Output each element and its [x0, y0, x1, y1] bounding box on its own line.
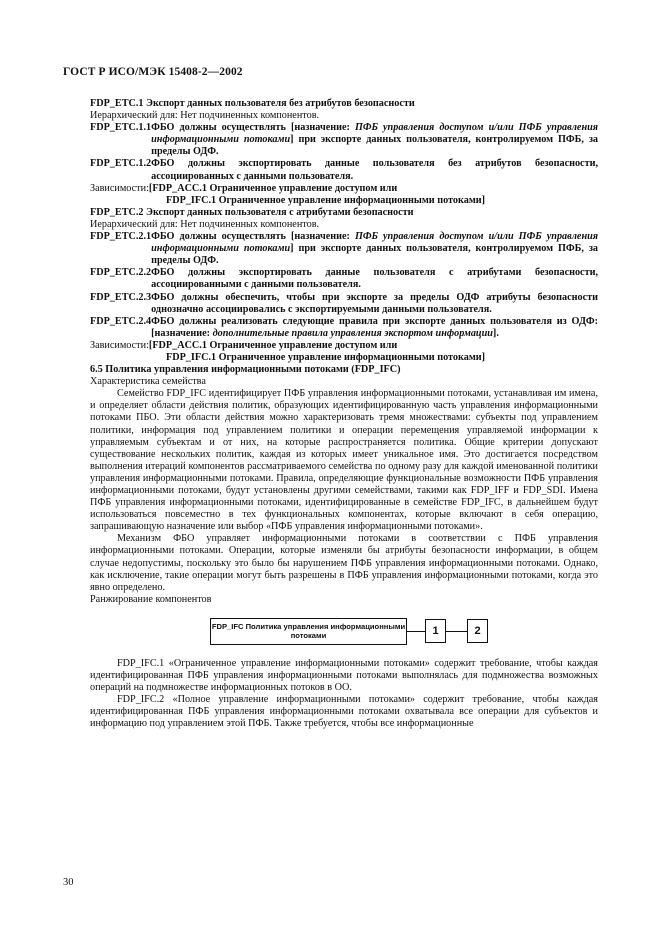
page-number: 30: [63, 877, 74, 888]
dependencies-etc2: Зависимости: [FDP_ACC.1 Ограниченное управление доступом или: [90, 339, 398, 351]
element-label: FDP_ETC.1.1: [90, 122, 152, 134]
element-label: FDP_ETC.2.2: [90, 267, 152, 279]
family-characteristic-label: Характеристика семейства: [90, 376, 206, 388]
element-etc2-2: FDP_ETC.2.2 ФБО должны экспортировать данные пользователя с атрибутами безопасности, ассоциированными с данными пользователя.: [90, 267, 598, 291]
element-etc1-1: FDP_ETC.1.1 ФБО должны осуществлять [назначение: ПФБ управления доступом и/или ПФБ управления информационными потоками] при экспорте данных пользователя, контролируемом ПФБ, за пределы ОДФ.: [90, 122, 599, 158]
component-box-2: 2: [467, 619, 488, 643]
connector-line: [446, 631, 467, 632]
dependency-line: FDP_IFC.1 Ограниченное управление информационными потоками]: [166, 351, 486, 363]
standard-header: ГОСТ Р ИСО/МЭК 15408-2—2002: [63, 66, 243, 78]
page-content: [90, 98, 598, 731]
paragraph-1: Семейство FDP_IFC идентифицирует ПФБ управления информационными потоками, устанавливая им имена, и определяет области действия политик, образующих идентифицированную часть управления информационными потоками ПБО. Эти области действия можно характеризовать тремя множествами: субъекты под управлением политики, информация под управлением политики и операции перемещения управляемой информации к управляемым субъектам и от них, на которые распространяется политика. Общие критерии допускают существование нескольких политик, каждая из которых имеет уникальное имя. Это достигается посредством выполнения итераций компонентов рассматриваемого семейства по одному разу для каждой именованной политики управления информационными потоками. Правила, определяющие функциональные возможности ПФБ управления информационными потоками, будут установлены другими семействами, такими как FDP_IFF и FDP_SDI. Имена ПФБ управления информационными потоками, идентифицированные в семействе FDP_IFC, в дальнейшем будут использоваться повсеместно в тех функциональных компонентах, которые включают в себя операцию, запрашивающую назначение или выбор «ПФБ управления информационными потоками».: [90, 388, 598, 533]
element-etc2-3: FDP_ETC.2.3 ФБО должны обеспечить, чтобы при экспорте за пределы ОДФ атрибуты безопасности однозначно ассоциировались с экспортируемыми данными пользователя.: [90, 291, 598, 315]
component-ranking-label: Ранжирование компонентов: [90, 593, 212, 605]
element-etc1-2: FDP_ETC.1.2 ФБО должны экспортировать данные пользователя без атрибутов безопасности, ассоциированных с данными пользователя.: [90, 158, 598, 182]
element-label: FDP_ETC.1.2: [90, 158, 152, 170]
paragraph-2: Механизм ФБО управляет информационными потоками в соответствии с ПФБ управления информационными потоками. Операции, которые изменяли бы атрибуты безопасности информации, в общем случае недопустимы, поскольку это было бы нарушением ПФБ управления информационными потоками. Однако, как исключение, такие операции могут быть разрешены в ПФБ управления информационными потоками, когда это явно определено.: [90, 533, 598, 593]
component-ranking-diagram: [90, 614, 598, 650]
hierarchy-etc2: Иерархический для: Нет подчиненных компонентов.: [90, 218, 320, 230]
component-box-1: 1: [425, 619, 446, 643]
section-heading: 6.5 Политика управления информационными потоками (FDP_IFC): [90, 364, 401, 376]
element-label: FDP_ETC.2.1: [90, 231, 152, 243]
element-label: FDP_ETC.2.3: [90, 291, 152, 303]
paragraph-3: FDP_IFC.1 «Ограниченное управление информационными потоками» содержит требование, чтобы каждая идентифицированная ПФБ управления информационными потоками выполнялась для подмножества возможных операций на подмножестве информационных потоков в ОО.: [90, 657, 598, 694]
component-title-etc1: FDP_ETC.1 Экспорт данных пользователя без атрибутов безопасности: [90, 98, 415, 109]
dependencies-etc1: Зависимости: [FDP_ACC.1 Ограниченное управление доступом или: [90, 182, 398, 194]
family-box: FDP_IFC Политика управления информационными потоками: [210, 618, 407, 645]
paragraph-4: FDP_IFC.2 «Полное управление информационными потоками» содержит требование, чтобы каждая идентифицированная ПФБ управления информационными потоками охватывала все операции для субъектов и информацию под управлением этой ПФБ. Также требуется, чтобы все информационные: [90, 694, 598, 730]
element-etc2-4: FDP_ETC.2.4 ФБО должны реализовать следующие правила при экспорте данных пользователя из ОДФ: [назначение: дополнительные правила управления экспортом информации].: [90, 315, 598, 339]
dependency-line: FDP_IFC.1 Ограниченное управление информационными потоками]: [166, 194, 486, 206]
connector-line: [407, 631, 425, 632]
element-etc2-1: FDP_ETC.2.1 ФБО должны осуществлять [назначение: ПФБ управления доступом и/или ПФБ управления информационными потоками] при экспорте данных пользователя, контролируемом ПФБ, за пределы ОДФ.: [90, 231, 599, 267]
component-title-etc2: FDP_ETC.2 Экспорт данных пользователя с атрибутами безопасности: [90, 206, 414, 218]
hierarchy-etc1: Иерархический для: Нет подчиненных компонентов.: [90, 110, 320, 122]
element-label: FDP_ETC.2.4: [90, 315, 152, 327]
